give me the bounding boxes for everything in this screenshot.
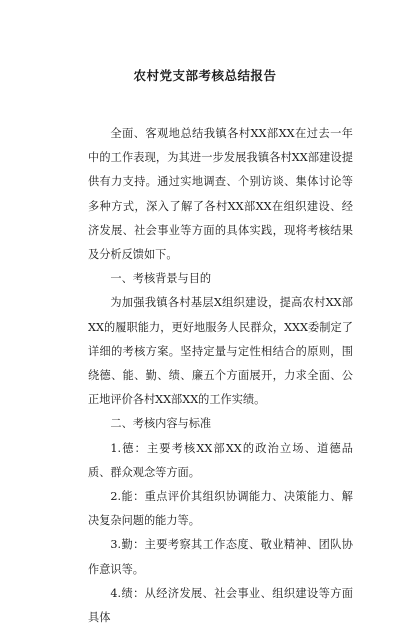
intro-paragraph: 全面、客观地总结我镇各村XX部XX在过去一年中的工作表现，为其进一步发展我镇各村XX部建设提供有力支持。通过实地调查、个别访谈、集体讨论等多种方式，深入了解了各村XX部XX在组织建设、经济发展、社会事业等方面的具体实践，现将考核结果及分析反馈如下。 xyxy=(88,127,353,262)
list-item-ability: 2.能：重点评价其组织协调能力、决策能力、解决复杂问题的能力等。 xyxy=(88,490,353,528)
document-body xyxy=(88,122,353,630)
list-item-performance: 4.绩：从经济发展、社会事业、组织建设等方面具体 xyxy=(88,586,353,625)
background-paragraph: 为加强我镇各村基层X组织建设，提高农村XX部XX的履职能力，更好地服务人民群众，XXX委制定了详细的考核方案。坚持定量与定性相结合的原则，围绕德、能、勤、绩、廉五个方面展开，力求全面、公正地评价各村XX部XX的工作实绩。 xyxy=(88,296,353,407)
section-heading-content: 二、考核内容与标准 xyxy=(110,417,212,431)
list-item-morality: 1.德：主要考核XX部XX的政治立场、道德品质、群众观念等方面。 xyxy=(88,441,353,479)
document-title: 农村党支部考核总结报告 xyxy=(133,68,277,83)
section-heading-background: 一、考核背景与目的 xyxy=(110,272,212,286)
list-item-diligence: 3.勤：主要考察其工作态度、敬业精神、团队协作意识等。 xyxy=(88,538,353,576)
